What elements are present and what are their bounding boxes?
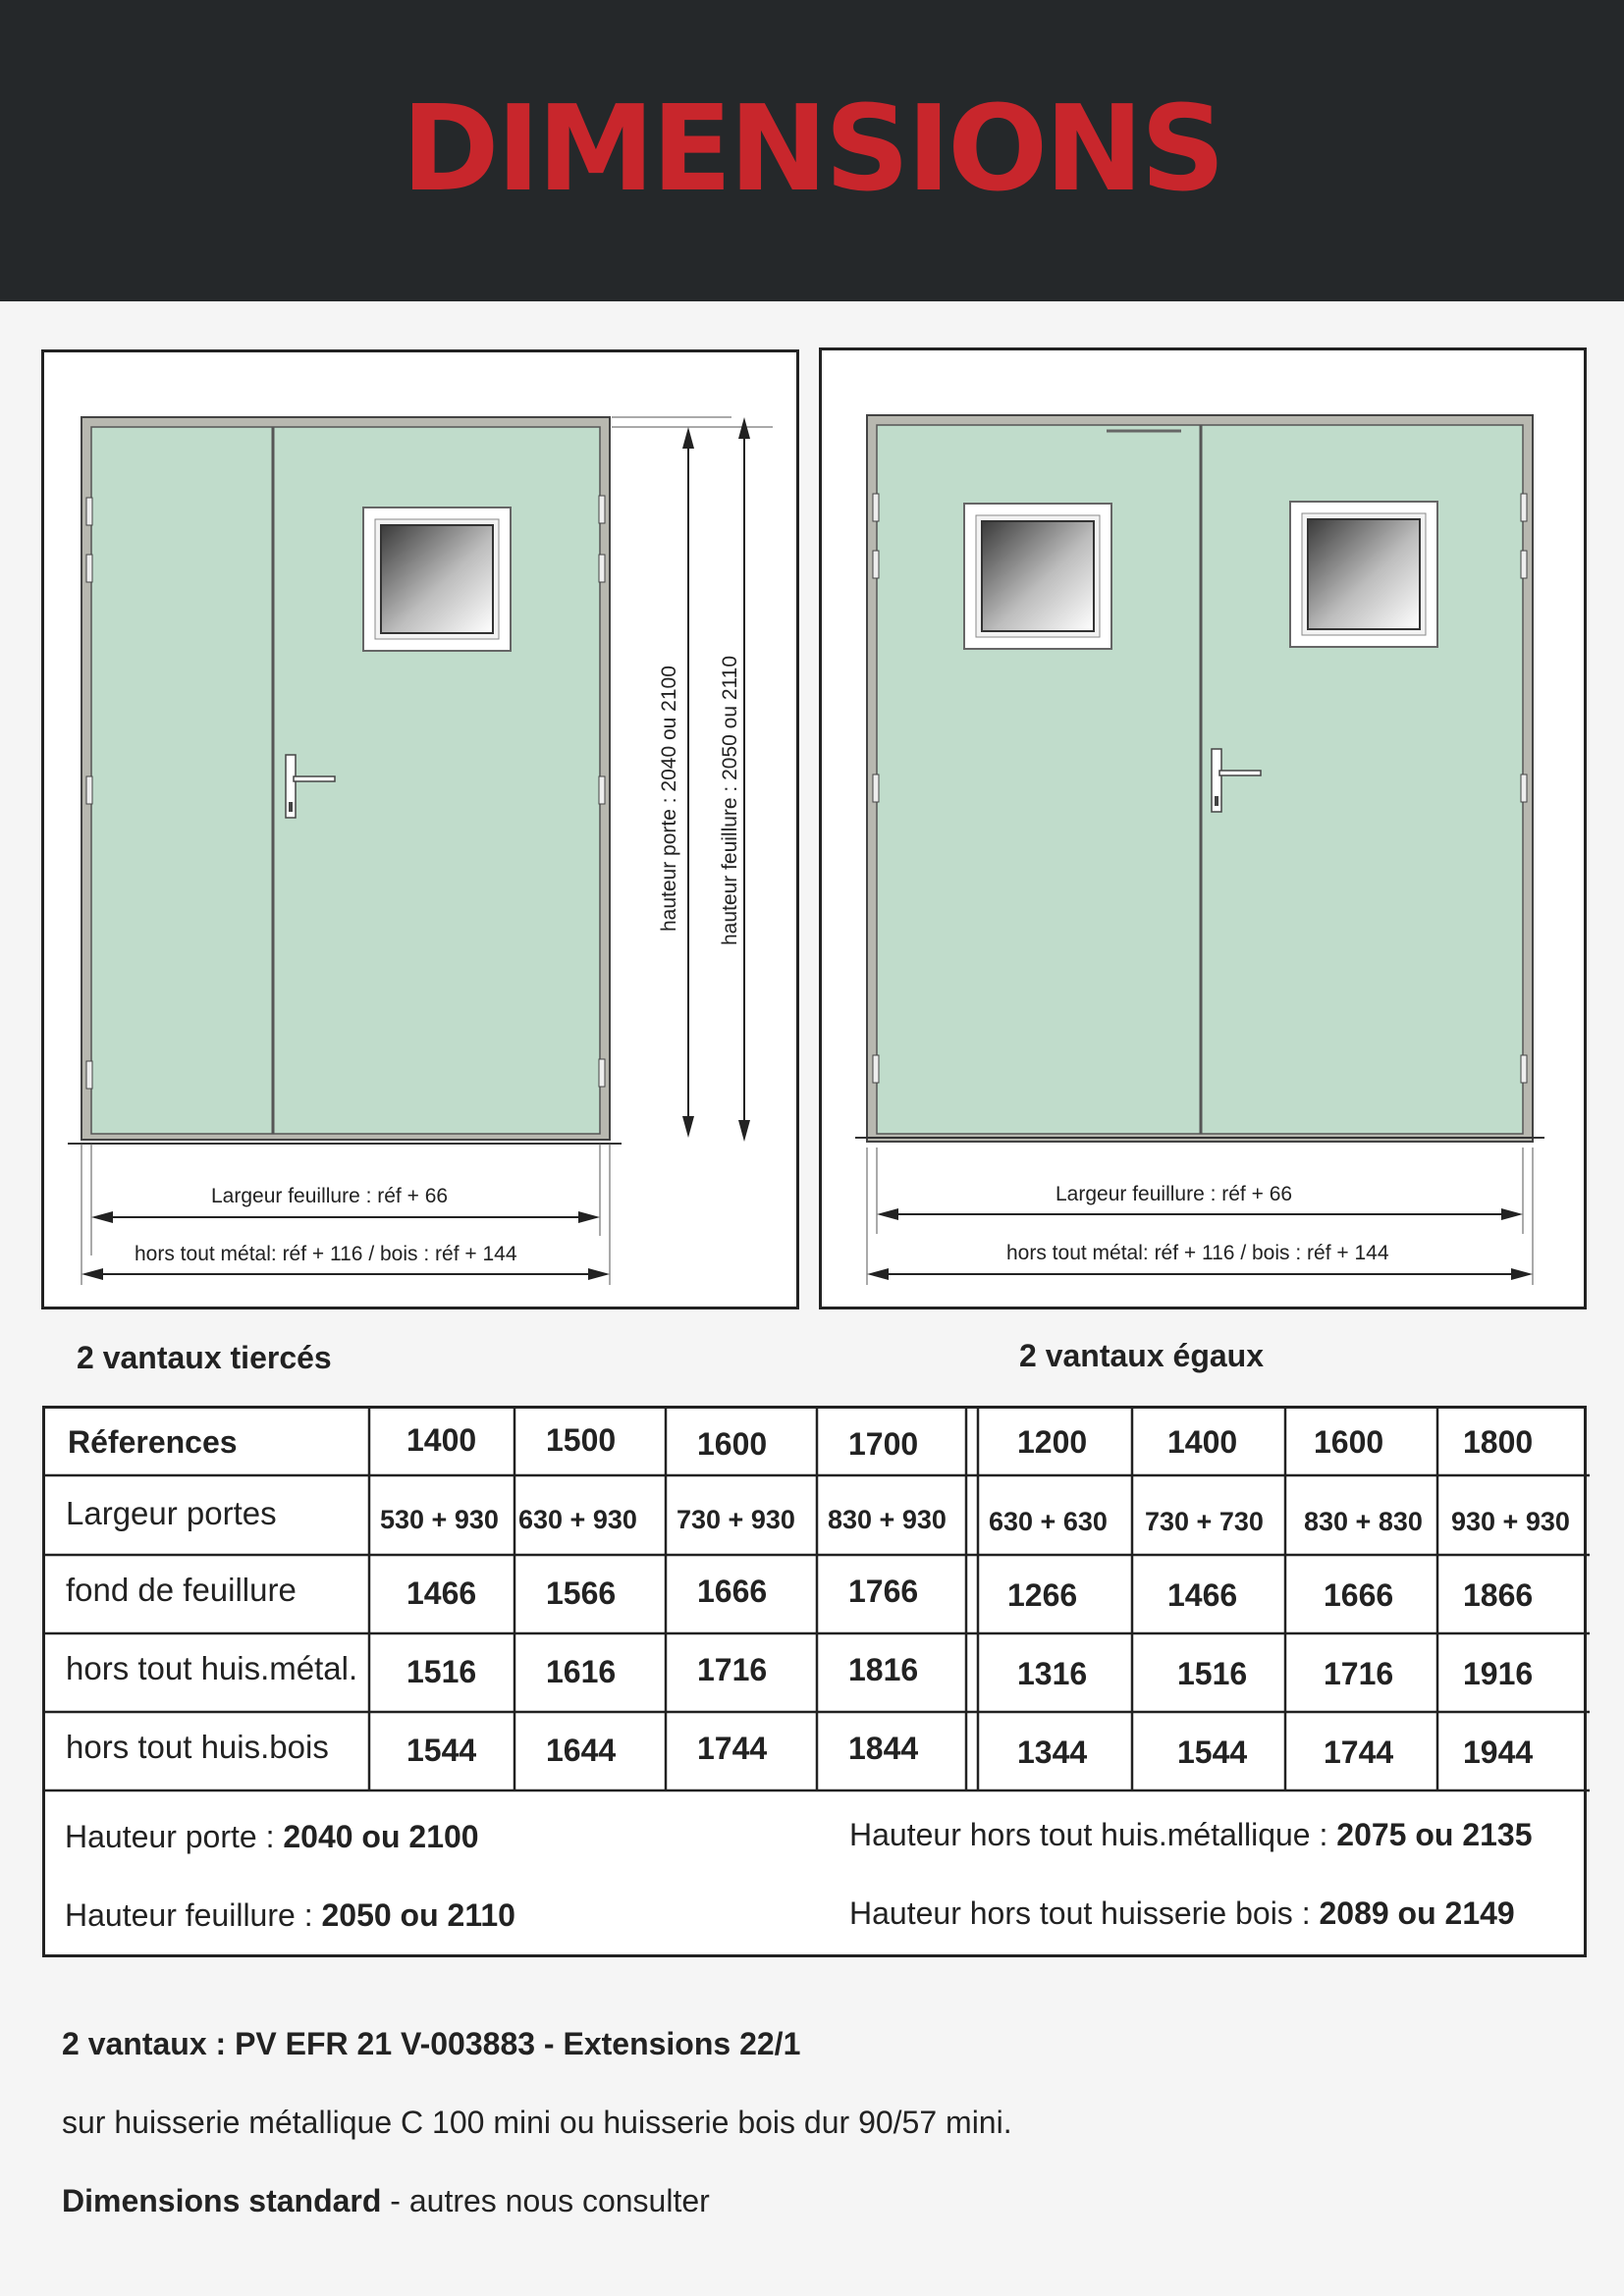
note-hors-tout-metal-value: 2075 ou 2135	[1336, 1817, 1533, 1852]
footer-standard	[62, 2183, 710, 2219]
cell-hors-tout-metal: 1816	[848, 1652, 919, 1687]
note-hauteur-porte-label: Hauteur porte :	[65, 1819, 284, 1854]
cell-hors-tout-metal: 1316	[1017, 1656, 1088, 1691]
note-hors-tout-metal	[849, 1817, 1533, 1853]
page-title: DIMENSIONS	[401, 81, 1222, 218]
footer-certification	[62, 2026, 800, 2062]
cell-hors-tout-bois: 1644	[546, 1733, 617, 1768]
caption-tierces: 2 vantaux tiercés	[77, 1340, 332, 1375]
cell-largeur: 730 + 730	[1145, 1507, 1264, 1536]
dimensions-table	[42, 1406, 1587, 1957]
note-hors-tout-bois-value: 2089 ou 2149	[1319, 1896, 1515, 1931]
footer-huisserie: sur huisserie métallique C 100 mini ou huisserie bois dur 90/57 mini.	[62, 2105, 1012, 2140]
cell-hors-tout-metal: 1516	[1177, 1656, 1248, 1691]
cell-largeur: 630 + 630	[989, 1507, 1108, 1536]
width-label-hors-tout: hors tout métal: réf + 116 / bois : réf + 144	[135, 1243, 517, 1265]
cell-hors-tout-bois: 1844	[848, 1731, 919, 1766]
height-label-feuillure: hauteur feuillure : 2050 ou 2110	[719, 655, 741, 945]
footer-line-1: 2 vantaux : PV EFR 21 V-003883 - Extensions 22/1	[62, 2026, 801, 2061]
header-banner	[0, 0, 1624, 301]
cell-fond-feuillure: 1266	[1007, 1577, 1078, 1613]
cell-largeur: 530 + 930	[380, 1505, 499, 1534]
ref-1600-a: 1600	[697, 1426, 768, 1462]
door-drawing-egaux	[822, 350, 1590, 1312]
ref-1600-b: 1600	[1314, 1424, 1384, 1460]
ref-1700: 1700	[848, 1426, 919, 1462]
cell-hors-tout-metal: 1516	[406, 1654, 477, 1689]
cell-hors-tout-metal: 1716	[1324, 1656, 1394, 1691]
ref-1800: 1800	[1463, 1424, 1534, 1460]
row-label-fond-feuillure: fond de feuillure	[66, 1572, 297, 1608]
width-label-feuillure: Largeur feuillure : réf + 66	[211, 1185, 449, 1207]
caption-egaux: 2 vantaux égaux	[1019, 1338, 1264, 1373]
table-header-label: Réferences	[68, 1424, 238, 1460]
cell-fond-feuillure: 1466	[406, 1575, 477, 1611]
row-label-hors-tout-bois: hors tout huis.bois	[66, 1729, 329, 1765]
cell-hors-tout-bois: 1544	[406, 1733, 477, 1768]
ref-1500: 1500	[546, 1422, 617, 1458]
width-label-feuillure-right: Largeur feuillure : réf + 66	[1056, 1183, 1293, 1205]
cell-hors-tout-bois: 1944	[1463, 1735, 1534, 1770]
note-hors-tout-bois-label: Hauteur hors tout huisserie bois :	[849, 1896, 1320, 1931]
ref-1400-b: 1400	[1167, 1424, 1238, 1460]
drawing-panel-tiercés	[41, 349, 799, 1309]
cell-hors-tout-bois: 1544	[1177, 1735, 1248, 1770]
ref-1200: 1200	[1017, 1424, 1088, 1460]
note-hauteur-feuillure-value: 2050 ou 2110	[321, 1897, 515, 1933]
cell-hors-tout-metal: 1916	[1463, 1656, 1534, 1691]
footer-line-3-rest: - autres nous consulter	[381, 2183, 710, 2218]
cell-fond-feuillure: 1566	[546, 1575, 617, 1611]
note-hauteur-porte	[65, 1819, 479, 1855]
cell-hors-tout-bois: 1744	[1324, 1735, 1394, 1770]
cell-largeur: 930 + 930	[1451, 1507, 1570, 1536]
cell-hors-tout-bois: 1744	[697, 1731, 768, 1766]
cell-fond-feuillure: 1666	[697, 1574, 768, 1609]
cell-fond-feuillure: 1466	[1167, 1577, 1238, 1613]
drawing-panel-egaux	[819, 347, 1587, 1309]
note-hors-tout-bois	[849, 1896, 1515, 1932]
note-hauteur-porte-value: 2040 ou 2100	[283, 1819, 479, 1854]
cell-fond-feuillure: 1666	[1324, 1577, 1394, 1613]
cell-largeur: 830 + 830	[1304, 1507, 1423, 1536]
cell-fond-feuillure: 1866	[1463, 1577, 1534, 1613]
note-hauteur-feuillure	[65, 1897, 515, 1934]
cell-hors-tout-metal: 1716	[697, 1652, 768, 1687]
row-label-hors-tout-metal: hors tout huis.métal.	[66, 1650, 358, 1686]
ref-1400-a: 1400	[406, 1422, 477, 1458]
footer-line-3-bold: Dimensions standard	[62, 2183, 382, 2218]
cell-hors-tout-metal: 1616	[546, 1654, 617, 1689]
cell-fond-feuillure: 1766	[848, 1574, 919, 1609]
cell-hors-tout-bois: 1344	[1017, 1735, 1088, 1770]
note-hauteur-feuillure-label: Hauteur feuillure :	[65, 1897, 322, 1933]
note-hors-tout-metal-label: Hauteur hors tout huis.métallique :	[849, 1817, 1337, 1852]
cell-largeur: 830 + 930	[828, 1505, 947, 1534]
width-label-hors-tout-right: hors tout métal: réf + 116 / bois : réf + 144	[1006, 1242, 1389, 1264]
row-label-largeur: Largeur portes	[66, 1495, 277, 1531]
door-drawing-tierces	[44, 352, 802, 1312]
height-label-porte: hauteur porte : 2040 ou 2100	[658, 666, 680, 932]
cell-largeur: 630 + 930	[518, 1505, 637, 1534]
cell-largeur: 730 + 930	[677, 1505, 795, 1534]
